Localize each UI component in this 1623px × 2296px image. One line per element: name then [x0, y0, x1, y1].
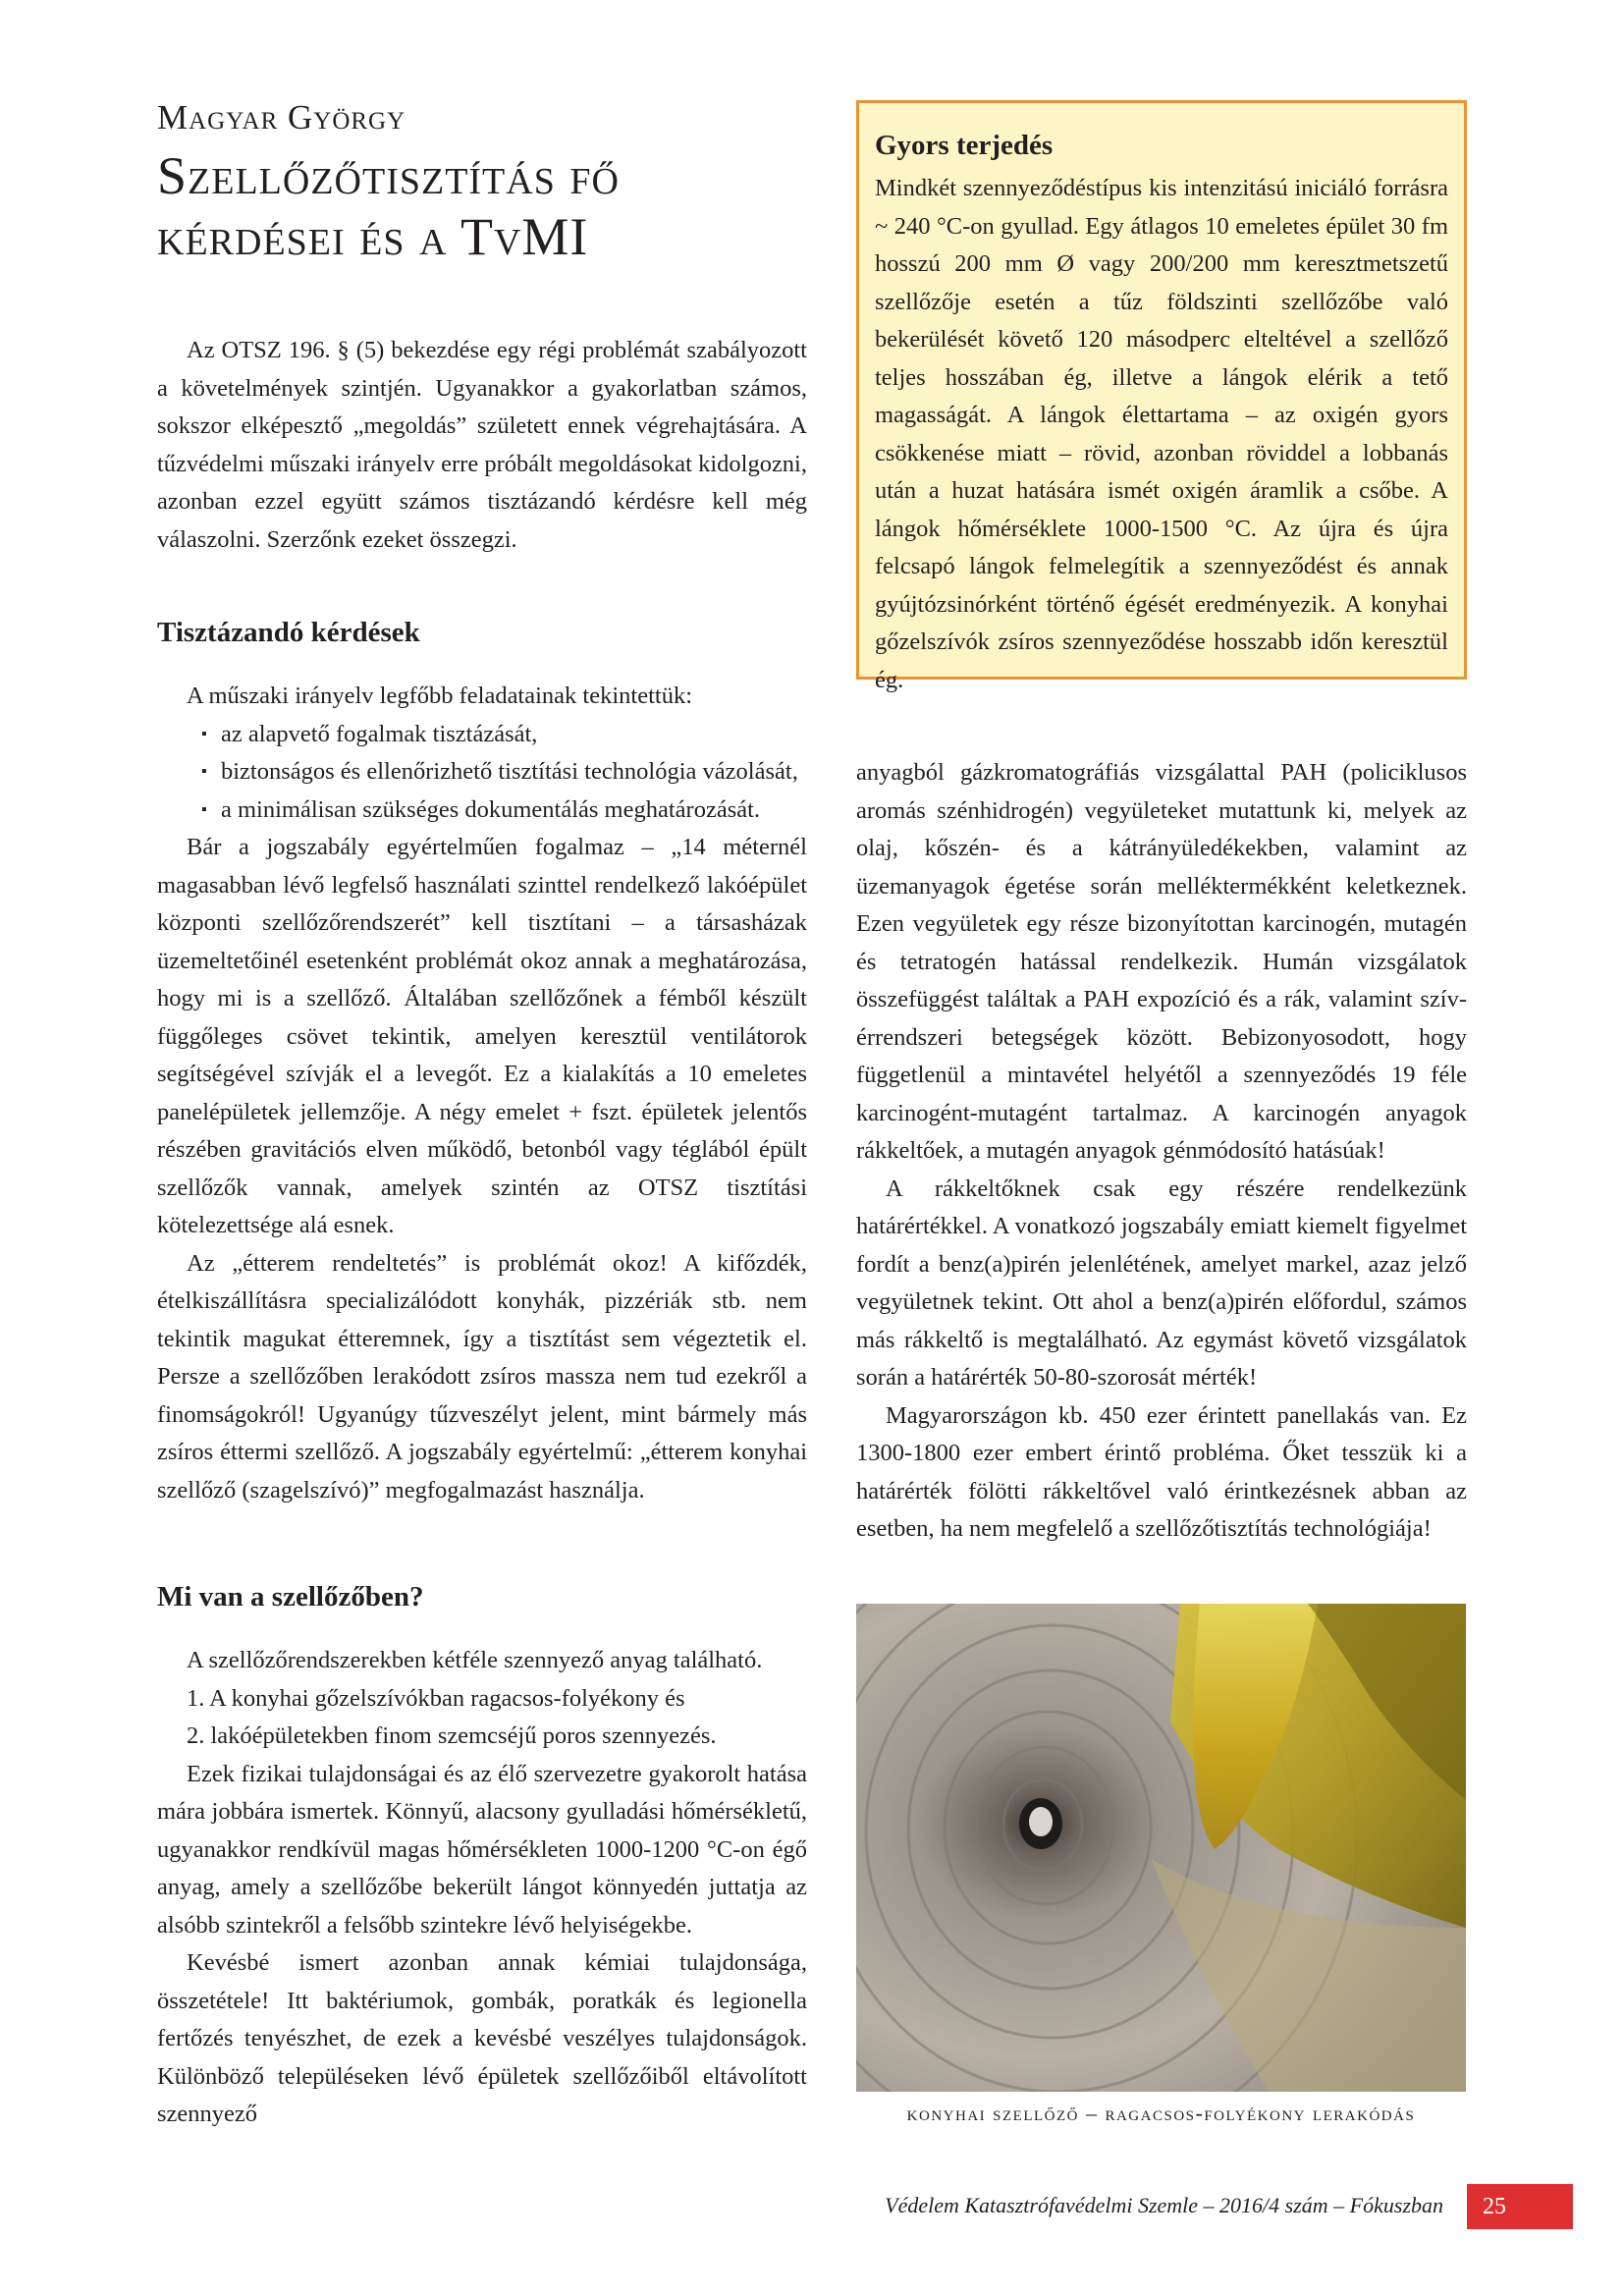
section2-line-3: 2. lakóépületekben finom szemcséjű poros szennyezés.	[187, 1722, 717, 1749]
section1-intro: A műszaki irányelv legfőbb feladatainak tekintettük:	[187, 683, 693, 709]
sidebar-box-gyors-terjedes	[856, 100, 1467, 693]
section1-bullet-list	[157, 716, 807, 830]
figure-caption: konyhai szellőző – ragacsos-folyékony lerakódás	[906, 2101, 1416, 2125]
lead-text: Az OTSZ 196. § (5) bekezdése egy régi problémát szabályozott a követelmények szintjén. Ugyanakkor a gyakorlatban számos, sokszor elképesztő „megoldás” született ennek végrehajtására. A tűzvédelmi műszaki irányelv erre próbált megoldásokat kidolgozni, azonban ezzel együtt számos tisztázandó kérdésre kell még válaszolni. Szerzőnk ezeket összegzi.	[157, 337, 807, 553]
right-paragraph-3: Magyarországon kb. 450 ezer érintett panellakás van. Ez 1300-1800 ezer embert érintő probléma. Őket tesszük ki a határérték fölötti rákkeltővel való érintkezésnek abban az esetben, ha nem megfelelő a szellőzőtisztítás technológiája!	[856, 1401, 1467, 1542]
section2-body	[157, 1642, 807, 2134]
bullet-item: ▪ a minimálisan szükséges dokumentálás meghatározását.	[201, 792, 807, 830]
bullet-item: ▪ biztonságos és ellenőrizhető tisztítási technológia vázolását,	[201, 753, 807, 792]
article-title	[157, 145, 766, 267]
page-number: 25	[1467, 2184, 1573, 2229]
title-line-1: Szellőzőtisztítás fő	[157, 146, 620, 205]
section1-paragraph-1: Bár a jogszabály egyértelműen fogalmaz – „14 méternél magasabban lévő legfelső használati szinttel rendelkező lakóépület központi szellőzőrendszerét” kell tisztítani – a társasházak üzemeltetőinél esetenként problémát okoz annak a meghatározása, hogy mi is a szellőző. Általában szellőzőnek a fémből készült függőleges csövet tekintik, amelyen keresztül ventilátorok segítségével szívják el a levegőt. Ez a kialakítás a 10 emeletes panelépületek jellemzője. A négy emelet + fszt. épületek jelentős részében gravitációs elven működő, betonból vagy téglából épült szellőzők vannak, amelyek szintén az OTSZ tisztítási kötelezettsége alá esnek.	[157, 834, 807, 1238]
sidebar-box-heading: Gyors terjedés	[875, 130, 1054, 161]
running-footer: Védelem Katasztrófavédelmi Szemle – 2016/4 szám – Fókuszban	[885, 2193, 1443, 2217]
right-paragraph-1: anyagból gázkromatográfiás vizsgálattal PAH (policiklusos aromás szénhidrogén) vegyületeket mutattunk ki, melyek az olaj, kőszén- és a kátrányüledékekben, valamint az üzemanyagok égetése során melléktermékként keletkeznek. Ezen vegyületek egy része bizonyítottan karcinogén, mutagén és tetratogén hatással rendelkezik. Humán vizsgálatok összefüggést találtak a PAH expozíció és a rák, valamint szív-érrendszeri betegségek között. Bebizonyosodott, hogy függetlenül a mintavétel helyétől a szennyeződés 19 féle karcinogént-mutagént tartalmaz. A karcinogén anyagok rákkeltőek, a mutagén anyagok génmódosító hatásúak!	[856, 759, 1467, 1164]
section-heading-mi-van: Mi van a szellőzőben?	[157, 1581, 424, 1613]
section2-paragraph-2: Kevésbé ismert azonban annak kémiai tulajdonsága, összetétele! Itt baktériumok, gombák, poratkák és legionella fertőzés tenyészhet, de ezek a kevésbé veszélyes tulajdonságok. Különböző településeken lévő épületek szellőzőiből eltávolított szennyező	[157, 1949, 807, 2127]
duct-photo-image	[856, 1604, 1466, 2092]
section-heading-tisztazando: Tisztázandó kérdések	[157, 617, 420, 648]
section2-line-2: 1. A konyhai gőzelszívókban ragacsos-folyékony és	[187, 1684, 685, 1712]
section1-body	[157, 678, 807, 1509]
right-paragraph-2: A rákkeltőknek csak egy részére rendelkezünk határértékkel. A vonatkozó jogszabály emiatt kiemelt figyelmet fordít a benz(a)pirén jelenlétének, amelyet markel, azaz jelző vegyületnek tekint. Ott ahol a benz(a)pirén előfordul, számos más rákkeltő is megtalálható. Az egymást követő vizsgálatok során a határérték 50-80-szorosát mérték!	[856, 1175, 1467, 1391]
bullet-item: ▪ az alapvető fogalmak tisztázását,	[201, 716, 807, 754]
lead-paragraph	[157, 332, 807, 559]
duct-photo	[856, 1604, 1466, 2092]
right-column-body	[856, 754, 1467, 1549]
author-name: Magyar György	[157, 98, 406, 137]
section2-paragraph-1: Ezek fizikai tulajdonságai és az élő szervezetre gyakorolt hatása mára jobbára ismertek. Könnyű, alacsony gyulladási hőmérsékletű, ugyanakkor rendkívül magas hőmérsékleten 1000-1200 °C-on égő anyag, amely a szellőzőbe bekerült lángot könnyedén juttatja az alsóbb szintekről a felsőbb szintekre lévő helyiségekbe.	[157, 1760, 807, 1939]
section1-paragraph-2: Az „étterem rendeltetés” is problémát okoz! A kifőzdék, ételkiszállításra specializálódott konyhák, pizzériák stb. nem tekintik magukat étteremnek, így a tisztítást sem végeztetik el. Persze a szellőzőben lerakódott zsíros massza nem tud ezekről a finomságokról! Ugyanúgy tűzveszélyt jelent, mint bármely más zsíros éttermi szellőző. A jogszabály egyértelmű: „étterem konyhai szellőző (szagelszívó)” megfogalmazást használja.	[157, 1249, 807, 1503]
sidebar-box-text: Mindkét szennyeződéstípus kis intenzitású iniciáló forrásra ~ 240 °C-on gyullad. Egy átlagos 10 emeletes épület 30 fm hosszú 200 mm Ø vagy 200/200 mm keresztmetszetű szellőzője esetén a tűz földszinti szellőzőbe való bekerülését követő 120 másodperc elteltével a szellőző teljes hosszában ég, illetve a lángok elérik a tető magasságát. A lángok élettartama – az oxigén gyors csökkenése miatt – rövid, azonban röviddel a lobbanás után a huzat hatására ismét oxigén áramlik a csőbe. A lángok hőmérséklete 1000-1500 °C. Az újra és újra felcsapó lángok felmelegítik a szennyeződést és annak gyújtózsinórként történő égését eredményezik. A konyhai gőzelszívók zsíros szennyeződése hosszabb időn keresztül ég.	[875, 175, 1448, 693]
title-line-2: kérdései és a TvMI	[157, 207, 589, 266]
section2-line-1: A szellőzőrendszerekben kétféle szennyező anyag található.	[187, 1647, 763, 1673]
